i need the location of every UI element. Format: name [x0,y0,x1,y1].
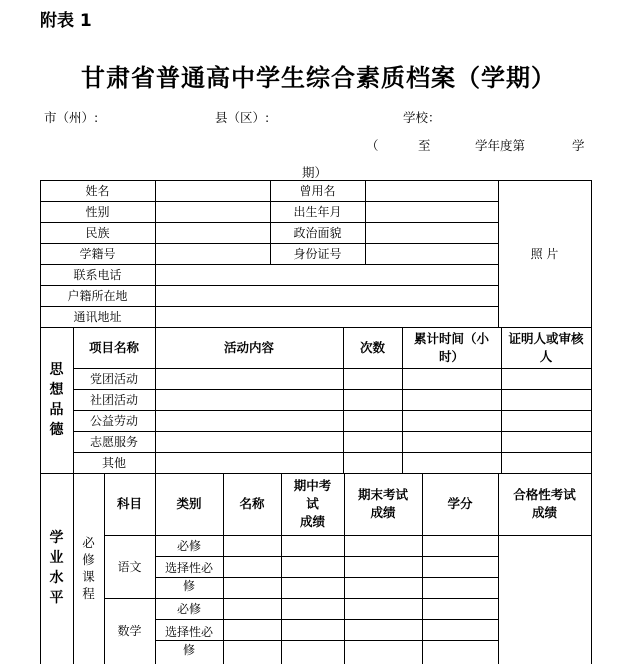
header-name: 名称 [239,496,265,511]
school-label: 学校： [403,110,441,125]
term-to: 至 [418,138,431,153]
label-id-no: 身份证号 [293,246,342,261]
header-midterm [281,473,344,535]
header-qualification [498,473,591,535]
label-name: 姓名 [85,184,110,198]
label-address: 通讯地址 [73,309,122,324]
academic-char: 水 [49,570,64,586]
required-courses-label [73,473,104,663]
subject-math: 数学 [117,623,142,638]
morality-item: 党团活动 [89,371,138,386]
table-rule [591,180,592,664]
label-birth: 出生年月 [293,204,342,219]
category-elective [155,556,223,598]
header-text: 期中考 [293,478,332,493]
header-item-name: 项目名称 [88,339,139,355]
county-label: 县（区）: [215,110,270,125]
term-qi: 期） [302,165,328,180]
morality-char: 思 [49,362,64,378]
morality-char: 德 [49,422,64,438]
header-text: 期末考试 [357,487,408,502]
category-elective [155,619,223,663]
term-xue: 学 [572,138,585,153]
table-rule [155,180,156,328]
label-politics: 政治面貌 [293,225,342,240]
header-text: 成绩 [299,514,325,529]
required-char: 必 [82,535,95,550]
academic-section-label [40,473,73,663]
label-household: 户籍所在地 [67,288,128,303]
elective-text: 修 [182,643,195,657]
attachment-label: 附表 1 [40,11,92,31]
header-category: 类别 [176,496,202,511]
elective-text: 选择性必 [164,625,213,639]
term-open: （ [366,138,379,153]
morality-item: 社团活动 [89,392,138,407]
category-required: 必修 [176,601,201,616]
header-text: 试 [306,496,319,511]
label-ethnicity: 民族 [85,225,110,240]
morality-char: 想 [49,382,64,398]
header-verifier: 证明人或审核人 [508,330,584,364]
header-text: 成绩 [531,505,557,520]
label-gender: 性别 [85,204,110,219]
required-char: 课 [82,569,95,584]
header-text: 成绩 [370,505,396,520]
term-year: 学年度第 [475,138,526,153]
city-label: 市（州）: [44,110,99,125]
required-char: 程 [82,586,95,601]
table-rule [365,180,366,265]
header-final [344,473,422,535]
label-phone: 联系电话 [73,267,122,282]
academic-char: 业 [49,550,64,566]
header-times: 次数 [359,339,385,355]
category-required: 必修 [176,538,201,553]
page-title: 甘肃省普通高中学生综合素质档案（学期） [81,63,556,92]
morality-item: 公益劳动 [89,413,138,428]
header-total-hours: 累计时间（小时） [413,330,489,364]
morality-item: 志愿服务 [89,434,138,449]
morality-section-label [40,327,73,473]
subject-chinese: 语文 [117,559,142,574]
header-activity: 活动内容 [223,339,274,355]
label-former-name: 曾用名 [299,184,336,198]
academic-char: 平 [49,590,64,606]
academic-char: 学 [49,530,64,546]
header-credit: 学分 [447,496,473,511]
label-student-no: 学籍号 [79,246,116,261]
required-char: 修 [82,552,95,567]
header-subject: 科目 [116,496,142,511]
elective-text: 选择性必 [164,561,213,575]
morality-item: 其他 [101,455,126,470]
header-text: 合格性考试 [513,487,576,502]
photo-box: 照 片 [530,247,559,261]
elective-text: 修 [182,579,195,593]
morality-char: 品 [49,402,64,418]
